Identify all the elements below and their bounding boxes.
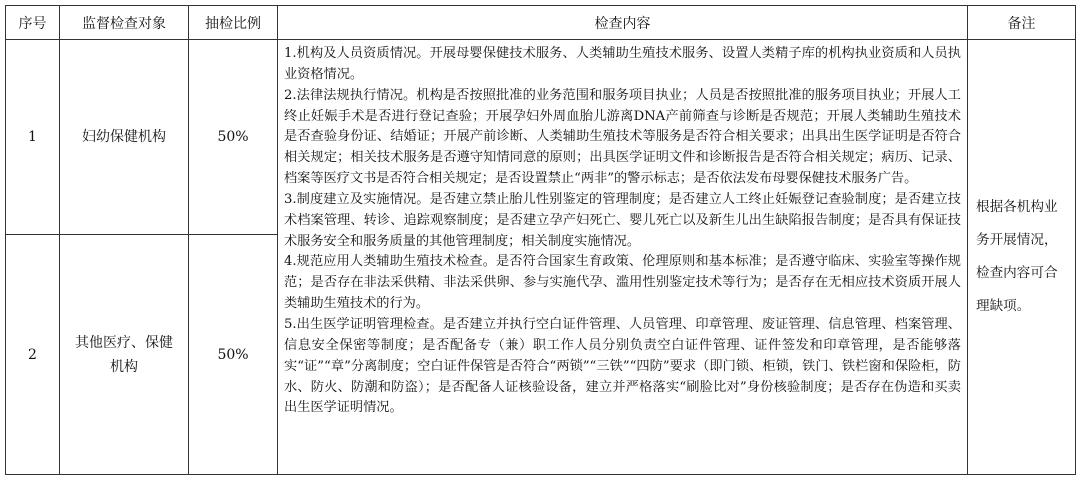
row-seq: 1 (6, 40, 60, 235)
header-content: 检查内容 (278, 6, 968, 40)
header-row (6, 6, 1076, 40)
row-target: 其他医疗、保健机构 (60, 235, 189, 475)
content-item: 1.机构及人员资质情况。开展母婴保健技术服务、人类辅助生殖技术服务、设置人类精子库的机构执业资质和人员执业资格情况。 (284, 46, 961, 82)
content-item: 5.出生医学证明管理检查。是否建立并执行空白证件管理、人员管理、印章管理、废证管理、信息管理、档案管理、信息安全保密等制度；是否配备专（兼）职工作人员分别负责空白证件管理、证件签发和印章管理，是否能够落实“证”“章”分离制度；空白证件保管是否符合“两锁”“三铁”“四防”要求（即门锁、柜锁，铁门、铁栏窗和保险柜，防水、防火、防潮和防盗）；是否配备人证核验设备，建立并严格落实“刷脸比对”身份核验制度；是否存在伪造和买卖出生医学证明情况。 (284, 316, 961, 416)
content-item: 4.规范应用人类辅助生殖技术检查。是否符合国家生育政策、伦理原则和基本标准；是否遵守临床、实验室等操作规范；是否存在非法采供精、非法采供卵、参与实施代孕、滥用性别鉴定技术等行为；是否存在无相应技术资质开展人类辅助生殖技术的行为。 (284, 254, 961, 312)
table-row (6, 40, 1076, 235)
header-ratio: 抽检比例 (189, 6, 278, 40)
content-item: 3.制度建立及实施情况。是否建立禁止胎儿性别鉴定的管理制度；是否建立人工终止妊娠登记查验制度；是否建立技术档案管理、转诊、追踪观察制度；是否建立孕产妇死亡、婴儿死亡以及新生儿出生缺陷报告制度；是否具有保证技术服务安全和服务质量的其他管理制度；相关制度实施情况。 (284, 191, 961, 249)
row-ratio: 50% (189, 40, 278, 235)
header-target: 监督检查对象 (60, 6, 189, 40)
row-target: 妇幼保健机构 (60, 40, 189, 235)
content-item: 2.法律法规执行情况。机构是否按照批准的业务范围和服务项目执业；人员是否按照批准的服务项目执业；开展人工终止妊娠手术是否进行登记查验；开展孕妇外周血胎儿游离DNA产前筛查与诊断是否规范；开展人类辅助生殖技术是否查验身份证、结婚证；开展产前诊断、人类辅助生殖技术等服务是否符合相关要求；出具出生医学证明是否符合相关规定；相关技术服务是否遵守知情同意的原则；出具医学证明文件和诊断报告是否符合相关规定；病历、记录、档案等医疗文书是否符合相关规定；是否设置禁止“两非”的警示标志；是否依法发布母婴保健技术服务广告。 (284, 87, 961, 187)
inspection-table (5, 5, 1076, 475)
header-seq: 序号 (6, 6, 60, 40)
header-note: 备注 (968, 6, 1076, 40)
row-ratio: 50% (189, 235, 278, 475)
inspection-content-cell (278, 40, 968, 475)
note-cell: 根据各机构业务开展情况，检查内容可合理缺项。 (968, 40, 1076, 475)
row-seq: 2 (6, 235, 60, 475)
